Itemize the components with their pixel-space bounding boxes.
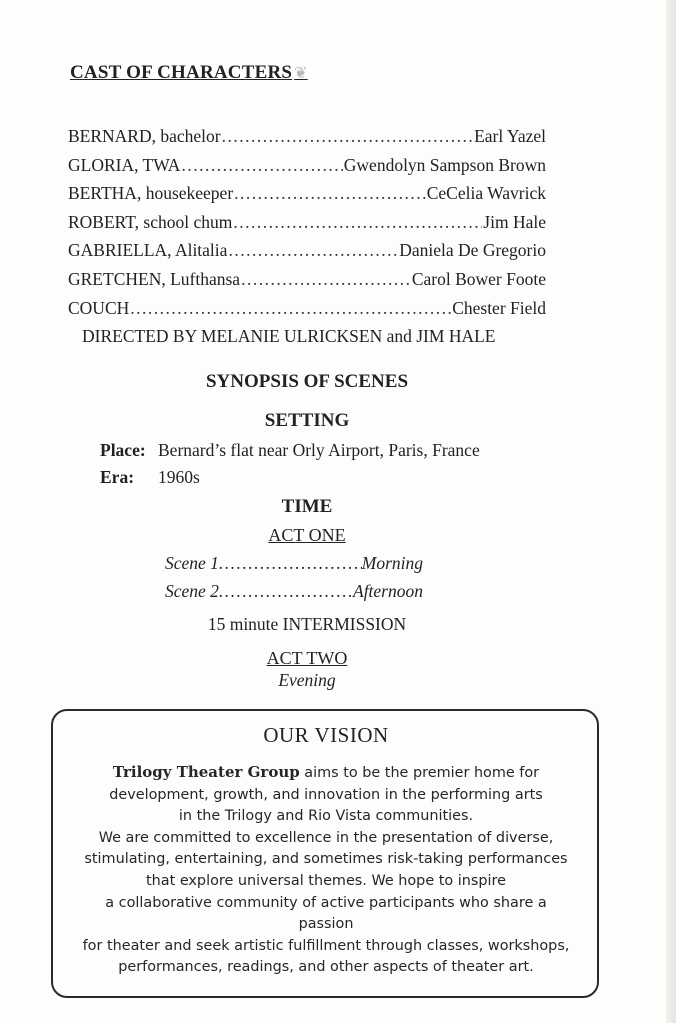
cast-row: [68, 155, 546, 184]
cast-title: CAST OF CHARACTERS ❦: [70, 62, 308, 83]
leader-dots: [130, 298, 451, 319]
vision-line: passion: [298, 916, 354, 933]
cast-row: [68, 269, 546, 298]
cast-actor: Gwendolyn Sampson Brown: [343, 154, 546, 175]
act-one-heading: ACT ONE: [268, 525, 346, 545]
directed-by: DIRECTED BY MELANIE ULRICKSEN and JIM HALE: [82, 326, 496, 346]
act-two-heading: ACT TWO: [266, 648, 348, 668]
vision-line: that explore universal themes. We hope to inspire: [146, 872, 506, 889]
vision-title: OUR VISION: [263, 723, 389, 747]
cast-actor: Chester Field: [452, 297, 546, 318]
era-value: 1960s: [158, 467, 200, 487]
cast-row: [68, 240, 546, 269]
act-two-time: Evening: [278, 670, 336, 690]
leader-dots: [233, 212, 482, 233]
cast-actor: Jim Hale: [483, 211, 546, 232]
vision-line: performances, readings, and other aspects of theater art.: [118, 959, 534, 976]
vision-line: development, growth, and innovation in the performing arts: [109, 786, 543, 803]
era-label: Era:: [100, 467, 135, 487]
scene-row: [165, 553, 423, 574]
leader-dots: [241, 269, 411, 290]
cast-role: BERTHA, housekeeper: [68, 183, 234, 204]
setting-heading: SETTING: [264, 410, 350, 431]
vision-line: Trilogy Theater Group aims to be the premier home for: [112, 763, 540, 781]
cast-role: COUCH: [68, 297, 130, 318]
cast-actor: Daniela De Gregorio: [399, 240, 546, 261]
intermission: 15 minute INTERMISSION: [207, 614, 407, 634]
leader-dots: [181, 155, 342, 176]
vision-line: We are committed to excellence in the presentation of diverse,: [98, 829, 554, 846]
leader-dots: [219, 581, 353, 602]
synopsis-heading: SYNOPSIS OF SCENES: [205, 371, 409, 392]
scene-row: [165, 581, 423, 602]
cast-row: [68, 183, 546, 212]
cast-actor: Carol Bower Foote: [411, 268, 546, 289]
cast-actor: CeCelia Wavrick: [426, 183, 546, 204]
time-heading: TIME: [281, 496, 333, 517]
leader-dots: [222, 126, 473, 147]
cast-role: GRETCHEN, Lufthansa: [68, 268, 241, 289]
vision-body: [56, 762, 596, 979]
cast-row: [68, 298, 546, 327]
era-line: [100, 467, 200, 488]
vision-line: a collaborative community of active participants who share a: [105, 894, 547, 911]
leader-dots: [228, 240, 398, 261]
place-value: Bernard’s flat near Orly Airport, Paris, France: [158, 440, 480, 460]
leader-dots: [234, 183, 426, 204]
brand-name: Trilogy Theater Group: [112, 763, 300, 781]
vision-line: stimulating, entertaining, and sometimes risk-taking performances: [84, 851, 568, 868]
cast-role: ROBERT, school chum: [68, 211, 233, 232]
place-line: [100, 440, 480, 461]
leader-dots: [219, 553, 362, 574]
cast-role: BERNARD, bachelor: [68, 126, 221, 146]
vision-line: for theater and seek artistic fulfillment through classes, workshops,: [82, 937, 570, 954]
place-label: Place:: [100, 440, 146, 460]
cast-row: [68, 212, 546, 241]
cast-role: GABRIELLA, Alitalia: [68, 240, 228, 261]
scene-time: Morning: [361, 553, 423, 573]
scene-label: Scene 2: [165, 581, 219, 601]
flourish-icon: ❦: [294, 65, 308, 82]
vision-line: in the Trilogy and Rio Vista communities.: [178, 808, 474, 825]
cast-list: [68, 126, 546, 326]
scene-time: Afternoon: [353, 581, 423, 601]
cast-actor: Earl Yazel: [474, 126, 546, 146]
cast-row: [68, 126, 546, 155]
cast-role: GLORIA, TWA: [68, 154, 181, 175]
page-edge: [666, 0, 676, 1023]
scene-label: Scene 1: [165, 553, 219, 573]
